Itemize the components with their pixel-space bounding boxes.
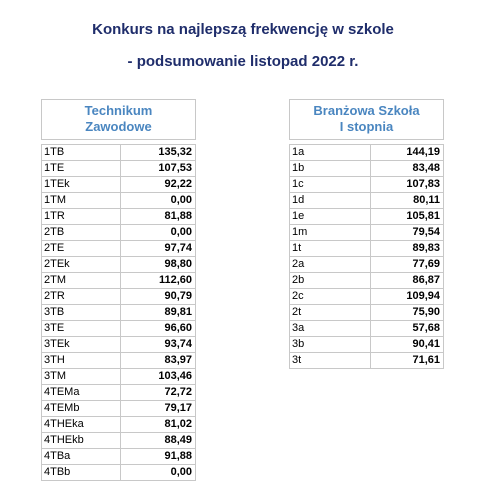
attendance-value-cell: 105,81 [371,209,444,225]
class-name-cell: 4TEMa [42,385,121,401]
attendance-value-cell: 96,60 [121,321,196,337]
class-name-cell: 2t [290,305,371,321]
table-row [290,353,444,369]
class-name-cell: 4TEMb [42,401,121,417]
table-row [42,193,196,209]
branzowa-table [289,99,444,369]
table-row [42,225,196,241]
table-row [42,385,196,401]
technikum-header-line2: Zawodowe [85,119,152,134]
technikum-header-line1: Technikum [84,103,153,118]
attendance-value-cell: 112,60 [121,273,196,289]
class-name-cell: 4TBa [42,449,121,465]
class-name-cell: 4TBb [42,465,121,481]
attendance-value-cell: 89,83 [371,241,444,257]
attendance-value-cell: 0,00 [121,193,196,209]
attendance-value-cell: 57,68 [371,321,444,337]
table-row [42,289,196,305]
class-name-cell: 4THEka [42,417,121,433]
attendance-value-cell: 81,02 [121,417,196,433]
class-name-cell: 4THEkb [42,433,121,449]
technikum-header [42,100,196,140]
page-subtitle: - podsumowanie listopad 2022 r. [127,53,359,70]
page-title: Konkurs na najlepszą frekwencję w szkole [92,21,394,38]
attendance-value-cell: 79,17 [121,401,196,417]
attendance-value-cell: 86,87 [371,273,444,289]
attendance-value-cell: 91,88 [121,449,196,465]
class-name-cell: 2TEk [42,257,121,273]
branzowa-rows [290,145,444,369]
attendance-value-cell: 98,80 [121,257,196,273]
table-row [42,369,196,385]
attendance-value-cell: 80,11 [371,193,444,209]
table-row [42,337,196,353]
class-name-cell: 3TH [42,353,121,369]
attendance-value-cell: 93,74 [121,337,196,353]
technikum-rows [42,145,196,481]
table-row [290,273,444,289]
table-row [42,465,196,481]
class-name-cell: 2TR [42,289,121,305]
class-name-cell: 1TE [42,161,121,177]
class-name-cell: 1TR [42,209,121,225]
table-row [42,177,196,193]
class-name-cell: 2a [290,257,371,273]
table-row [290,225,444,241]
attendance-value-cell: 97,74 [121,241,196,257]
table-row [42,353,196,369]
class-name-cell: 1t [290,241,371,257]
class-name-cell: 1TM [42,193,121,209]
class-name-cell: 2b [290,273,371,289]
attendance-value-cell: 71,61 [371,353,444,369]
attendance-value-cell: 0,00 [121,465,196,481]
table-row [42,449,196,465]
table-row [290,305,444,321]
branzowa-header-line2: I stopnia [339,119,394,134]
attendance-value-cell: 79,54 [371,225,444,241]
table-row [290,145,444,161]
attendance-value-cell: 75,90 [371,305,444,321]
table-row [290,289,444,305]
class-name-cell: 3a [290,321,371,337]
class-name-cell: 2TB [42,225,121,241]
table-row [42,241,196,257]
table-row [290,321,444,337]
attendance-value-cell: 0,00 [121,225,196,241]
attendance-value-cell: 81,88 [121,209,196,225]
table-row [290,209,444,225]
table-row [42,145,196,161]
attendance-value-cell: 88,49 [121,433,196,449]
table-row [290,241,444,257]
attendance-value-cell: 90,79 [121,289,196,305]
class-name-cell: 3t [290,353,371,369]
class-name-cell: 3TE [42,321,121,337]
class-name-cell: 2c [290,289,371,305]
table-row [42,273,196,289]
table-row [42,209,196,225]
attendance-value-cell: 109,94 [371,289,444,305]
technikum-table [41,99,196,481]
attendance-value-cell: 103,46 [121,369,196,385]
class-name-cell: 1d [290,193,371,209]
attendance-value-cell: 107,53 [121,161,196,177]
class-name-cell: 1m [290,225,371,241]
table-row [42,257,196,273]
attendance-value-cell: 83,48 [371,161,444,177]
class-name-cell: 1a [290,145,371,161]
table-row [42,305,196,321]
attendance-value-cell: 144,19 [371,145,444,161]
table-row [42,401,196,417]
branzowa-header [290,100,444,140]
class-name-cell: 2TM [42,273,121,289]
table-row [290,177,444,193]
attendance-value-cell: 77,69 [371,257,444,273]
class-name-cell: 1c [290,177,371,193]
class-name-cell: 3TEk [42,337,121,353]
table-row [290,193,444,209]
attendance-value-cell: 135,32 [121,145,196,161]
class-name-cell: 3TM [42,369,121,385]
attendance-value-cell: 90,41 [371,337,444,353]
class-name-cell: 3b [290,337,371,353]
attendance-value-cell: 89,81 [121,305,196,321]
attendance-value-cell: 92,22 [121,177,196,193]
attendance-value-cell: 107,83 [371,177,444,193]
table-row [290,161,444,177]
class-name-cell: 1e [290,209,371,225]
table-row [42,417,196,433]
class-name-cell: 2TE [42,241,121,257]
class-name-cell: 1TB [42,145,121,161]
table-row [42,433,196,449]
attendance-value-cell: 83,97 [121,353,196,369]
class-name-cell: 1b [290,161,371,177]
table-row [42,161,196,177]
attendance-value-cell: 72,72 [121,385,196,401]
class-name-cell: 3TB [42,305,121,321]
table-row [290,337,444,353]
branzowa-header-line1: Branżowa Szkoła [313,103,420,118]
table-row [290,257,444,273]
table-row [42,321,196,337]
class-name-cell: 1TEk [42,177,121,193]
